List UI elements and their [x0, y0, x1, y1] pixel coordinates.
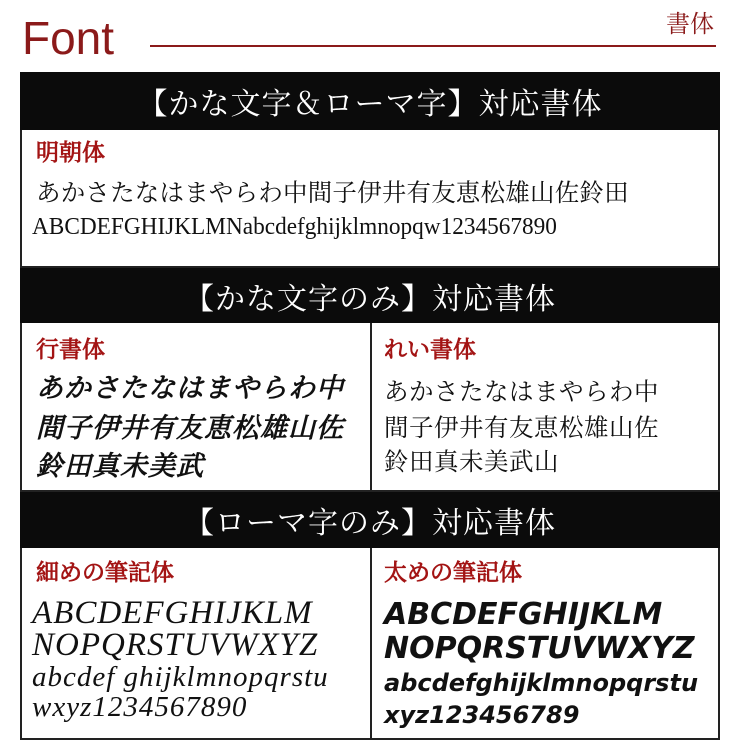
sample-line: 間子伊井有友恵松雄山佐: [384, 413, 659, 442]
sample-line: NOPQRSTUVWXYZ: [384, 631, 695, 666]
section-heading-roman-only: 【ローマ字のみ】対応書体: [20, 492, 720, 548]
sample-line: 間子伊井有友恵松雄山佐: [36, 413, 344, 444]
header-rule: [150, 45, 716, 47]
sample-line: 鈴田真未美武: [36, 451, 204, 482]
column-divider: [370, 548, 372, 738]
sample-line-roman: ABCDEFGHIJKLMNabcdefghijklmnopqw1234567890: [32, 213, 557, 240]
sample-line: あかさたなはまやらわ中: [384, 377, 659, 406]
sample-line: 鈴田真未美武山: [384, 447, 559, 476]
font-name-gyosho: 行書体: [36, 337, 105, 363]
section-panel-roman-only: [20, 548, 720, 740]
section-heading-kana-roman: 【かな文字＆ローマ字】対応書体: [20, 72, 720, 130]
font-name-bold-script: 太めの筆記体: [384, 560, 522, 586]
column-divider: [370, 323, 372, 490]
page-title: Font: [22, 12, 115, 64]
page-subtitle: 書体: [666, 10, 714, 38]
section-panel-kana-roman: [20, 130, 720, 268]
sample-line: xyz123456789: [384, 701, 580, 729]
font-name-thin-script: 細めの筆記体: [36, 560, 174, 586]
sample-line: abcdef ghijklmnopqrstu: [32, 661, 329, 693]
sample-line: NOPQRSTUVWXYZ: [32, 627, 319, 663]
font-name-mincho: 明朝体: [36, 140, 105, 166]
font-name-reisho: れい書体: [384, 337, 476, 363]
sample-line: abcdefghijklmnopqrstu: [384, 669, 699, 697]
sample-line: ABCDEFGHIJKLM: [32, 595, 313, 631]
sample-line: wxyz1234567890: [32, 691, 248, 723]
sample-line-kana: あかさたなはまやらわ中間子伊井有友恵松雄山佐鈴田: [36, 178, 629, 207]
section-heading-kana-only: 【かな文字のみ】対応書体: [20, 268, 720, 323]
sample-line: あかさたなはまやらわ中: [36, 373, 344, 404]
section-panel-kana-only: [20, 323, 720, 492]
sample-line: ABCDEFGHIJKLM: [384, 597, 663, 632]
